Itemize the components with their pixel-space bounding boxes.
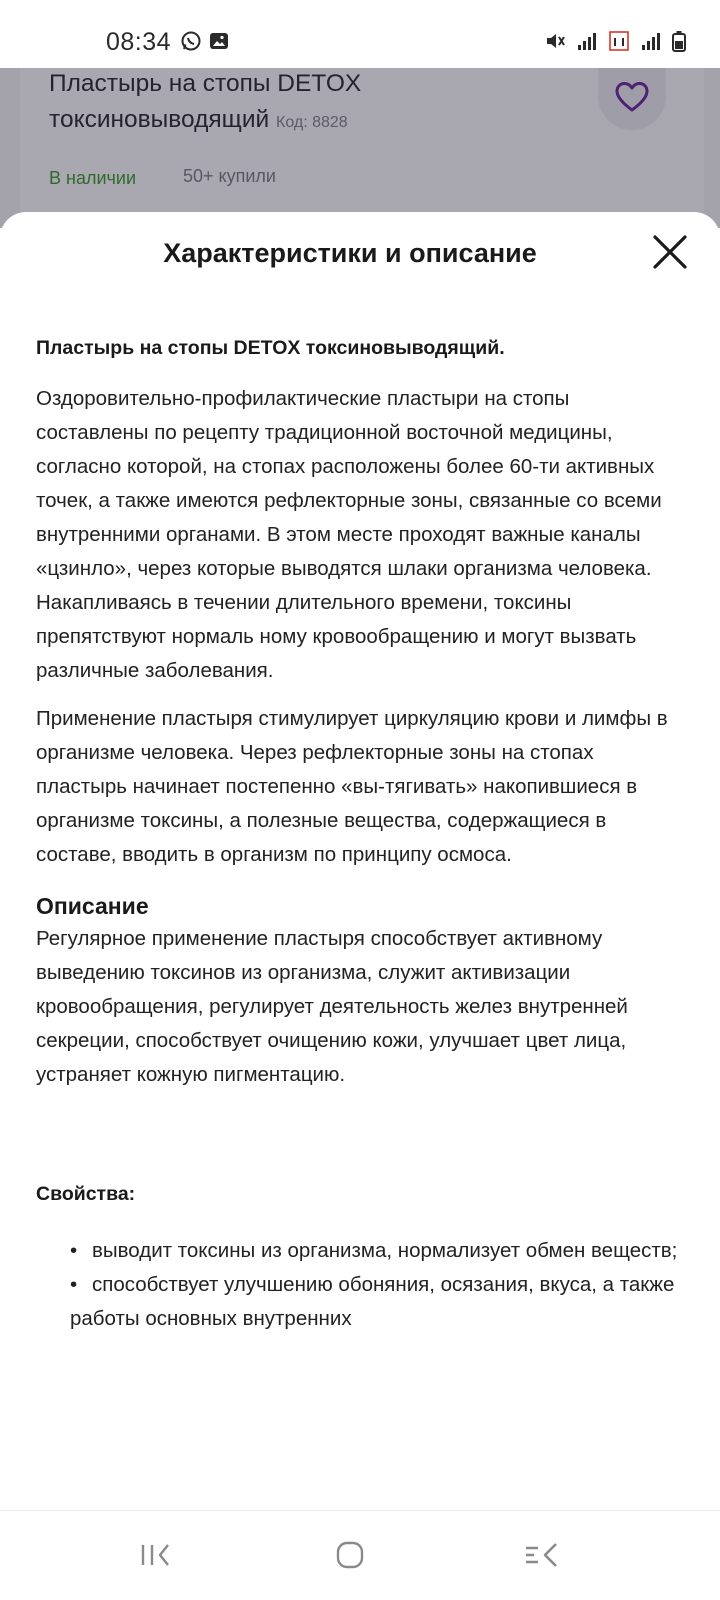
list-item bbox=[70, 1268, 686, 1336]
description-heading: Описание bbox=[36, 893, 149, 919]
purchase-count: 50+ купили bbox=[183, 166, 276, 186]
product-title bbox=[49, 66, 569, 141]
back-icon bbox=[524, 1540, 568, 1575]
signal-icon bbox=[576, 30, 598, 57]
close-button[interactable] bbox=[650, 234, 690, 274]
close-icon bbox=[652, 234, 688, 275]
recent-apps-icon bbox=[134, 1540, 174, 1575]
home-icon bbox=[333, 1538, 367, 1577]
whatsapp-icon bbox=[180, 30, 202, 57]
sheet-content[interactable] bbox=[36, 332, 686, 1336]
product-name-heading: Пластырь на стопы DETOX токсиновыводящий. bbox=[36, 337, 505, 359]
details-sheet bbox=[0, 212, 720, 1512]
status-left-icons bbox=[180, 30, 230, 57]
status-time: 08:34 bbox=[106, 28, 172, 56]
paragraph-intro: Оздоровительно-профилактические пластыри на стопы составлены по рецепту традиционной восточной медицины, согласно которой, на стопах расположены более 60-ти активных точек, а также имеются рефлекторные зоны, связанные со всеми внутренними органами. В этом месте проходят важные каналы «цзинло», через которые выводятся шлаки организма человека. Накапливаясь в течении длительного времени, токсины препятствуют нормаль ному кровообращению и могут вызвать различные заболевания. bbox=[36, 387, 662, 682]
property-text: способствует улучшению обоняния, осязания, вкуса, а также работы основных внутренних bbox=[70, 1273, 675, 1330]
navigation-bar bbox=[0, 1510, 720, 1600]
mute-icon bbox=[544, 30, 566, 57]
signal-icon bbox=[640, 30, 662, 57]
bullet-icon: • bbox=[70, 1273, 78, 1296]
battery-icon bbox=[672, 30, 686, 57]
4g-icon bbox=[608, 30, 630, 57]
stock-status: В наличии bbox=[49, 168, 137, 188]
property-text: выводит токсины из организма, нормализует обмен веществ; bbox=[92, 1239, 678, 1262]
properties-list bbox=[36, 1234, 686, 1336]
list-item bbox=[70, 1234, 686, 1268]
sheet-title: Характеристики и описание bbox=[163, 238, 537, 268]
description-text: Регулярное применение пластыря способствует активному выведению токсинов из организма, служит активизации кровообращения, регулирует деятельность желез внутренней секреции, способствует очищению кожи, улучшает цвет лица, устраняет кожную пигментацию. bbox=[36, 927, 628, 1086]
back-button[interactable] bbox=[518, 1537, 574, 1577]
product-code: Код: 8828 bbox=[276, 114, 348, 131]
bullet-icon: • bbox=[70, 1239, 78, 1262]
recent-apps-button[interactable] bbox=[126, 1537, 182, 1577]
gallery-icon bbox=[208, 30, 230, 57]
status-right-icons bbox=[544, 30, 686, 57]
status-bar bbox=[0, 0, 720, 68]
product-title-text: Пластырь на стопы DETOX токсиновыводящий bbox=[49, 70, 362, 133]
home-button[interactable] bbox=[322, 1537, 378, 1577]
properties-heading: Свойства: bbox=[36, 1183, 136, 1205]
paragraph-application: Применение пластыря стимулирует циркуляцию крови и лимфы в организме человека. Через рефлекторные зоны на стопах пластырь начинает постепенно «вы-тягивать» накопившиеся в организме токсины, а полезные вещества, содержащиеся в составе, вводить в организм по принципу осмоса. bbox=[36, 707, 668, 866]
heart-icon bbox=[615, 81, 649, 118]
